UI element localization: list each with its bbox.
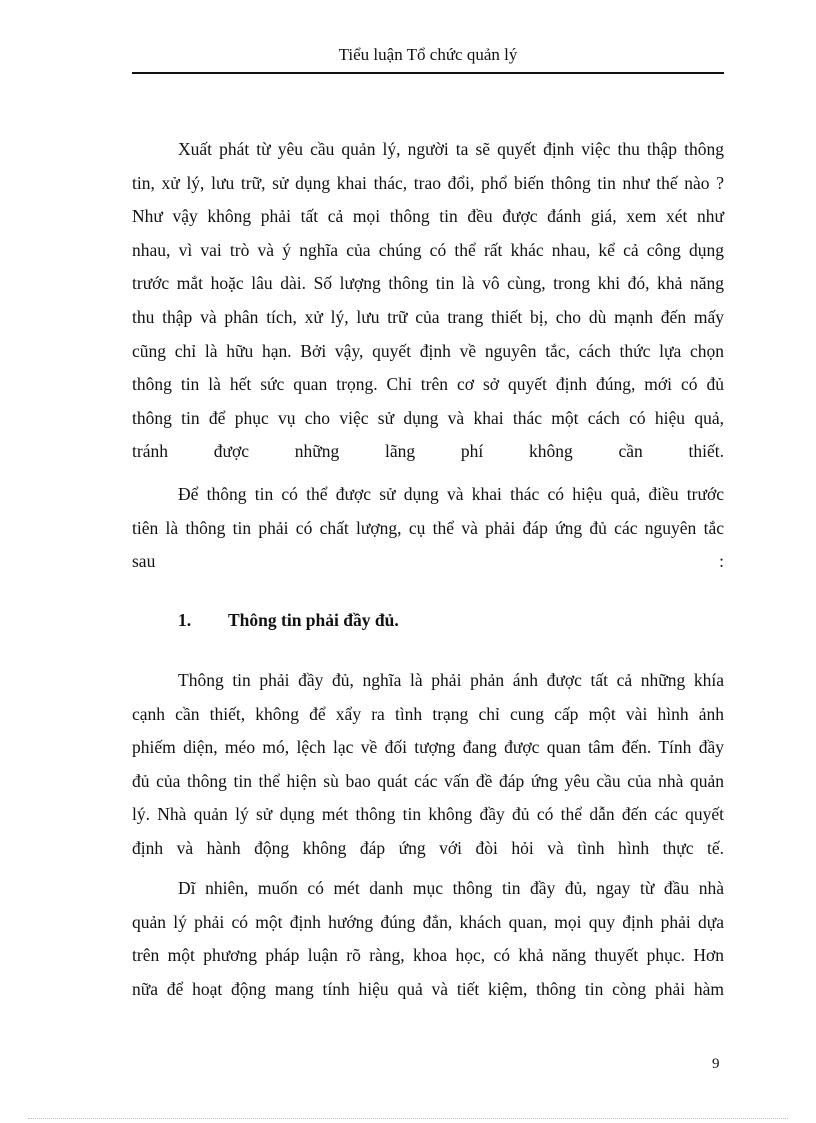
text-line: thông tin để phục vụ cho việc sử dụng và khai thác một cách có hiệu quả, bbox=[132, 407, 724, 428]
text-line: Như vậy không phải tất cả mọi thông tin đều được đánh giá, xem xét như bbox=[132, 206, 724, 227]
page-number: 9 bbox=[712, 1056, 720, 1072]
text-line: nữa để hoạt động mang tính hiệu quả và tiết kiệm, thông tin còng phải hàm bbox=[132, 978, 724, 999]
text-line: tiên là thông tin phải có chất lượng, cụ thể và phải đáp ứng đủ các nguyên tắc bbox=[132, 517, 724, 538]
paragraph-4 bbox=[132, 872, 724, 1006]
text-line: sau : bbox=[132, 551, 724, 572]
text-line: lý. Nhà quản lý sử dụng mét thông tin không đầy đủ có thể dẫn đến các quyết bbox=[132, 804, 724, 825]
paragraph-2 bbox=[132, 478, 724, 579]
paragraph-3 bbox=[132, 664, 724, 866]
section-heading bbox=[178, 608, 399, 632]
text-line: cạnh cần thiết, không để xẩy ra tình trạng chỉ cung cấp một vài hình ảnh bbox=[132, 703, 724, 724]
text-line: nhau, vì vai trò và ý nghĩa của chúng có thể rất khác nhau, kể cả công dụng bbox=[132, 239, 724, 260]
text-line: Thông tin phải đầy đủ, nghĩa là phải phản ánh được tất cả những khía bbox=[178, 670, 724, 690]
text-line: cũng chỉ là hữu hạn. Bởi vậy, quyết định về nguyên tắc, cách thức lựa chọn bbox=[132, 340, 724, 361]
text-line: trên một phương pháp luận rõ ràng, khoa học, có khả năng thuyết phục. Hơn bbox=[132, 945, 724, 966]
text-line: Để thông tin có thể được sử dụng và khai thác có hiệu quả, điều trước bbox=[178, 484, 724, 504]
section-title: Thông tin phải đầy đủ. bbox=[228, 610, 399, 630]
page-bottom-divider bbox=[28, 1118, 788, 1119]
text-line: phiếm diện, méo mó, lệch lạc về đối tượng đang được quan tâm đến. Tính đầy bbox=[132, 737, 724, 758]
section-number: 1. bbox=[178, 610, 192, 630]
text-line: tin, xử lý, lưu trữ, sử dụng khai thác, trao đổi, phổ biến thông tin như thế nào ? bbox=[132, 172, 724, 193]
paragraph-1 bbox=[132, 133, 724, 469]
text-line: thông tin là hết sức quan trọng. Chỉ trên cơ sở quyết định đúng, mới có đủ bbox=[132, 374, 724, 395]
text-line: Dĩ nhiên, muốn có mét danh mục thông tin đầy đủ, ngay từ đầu nhà bbox=[178, 878, 724, 898]
text-line: tránh được những lãng phí không cần thiết. bbox=[132, 441, 724, 462]
text-line: quản lý phải có một định hướng đúng đắn, khách quan, mọi quy định phải dựa bbox=[132, 911, 724, 932]
page-header-title: Tiểu luận Tổ chức quản lý bbox=[132, 44, 724, 74]
text-line: trước mắt hoặc lâu dài. Số lượng thông tin là vô cùng, trong khi đó, khả năng bbox=[132, 273, 724, 294]
text-line: Xuất phát từ yêu cầu quản lý, người ta sẽ quyết định việc thu thập thông bbox=[178, 139, 724, 159]
text-line: định và hành động không đáp ứng với đòi hỏi và tình hình thực tế. bbox=[132, 837, 724, 858]
text-line: đủ của thông tin thể hiện sù bao quát các vấn đề đáp ứng yêu cầu của nhà quản bbox=[132, 770, 724, 791]
text-line: thu thập và phân tích, xử lý, lưu trữ của trang thiết bị, cho dù mạnh đến mấy bbox=[132, 306, 724, 327]
